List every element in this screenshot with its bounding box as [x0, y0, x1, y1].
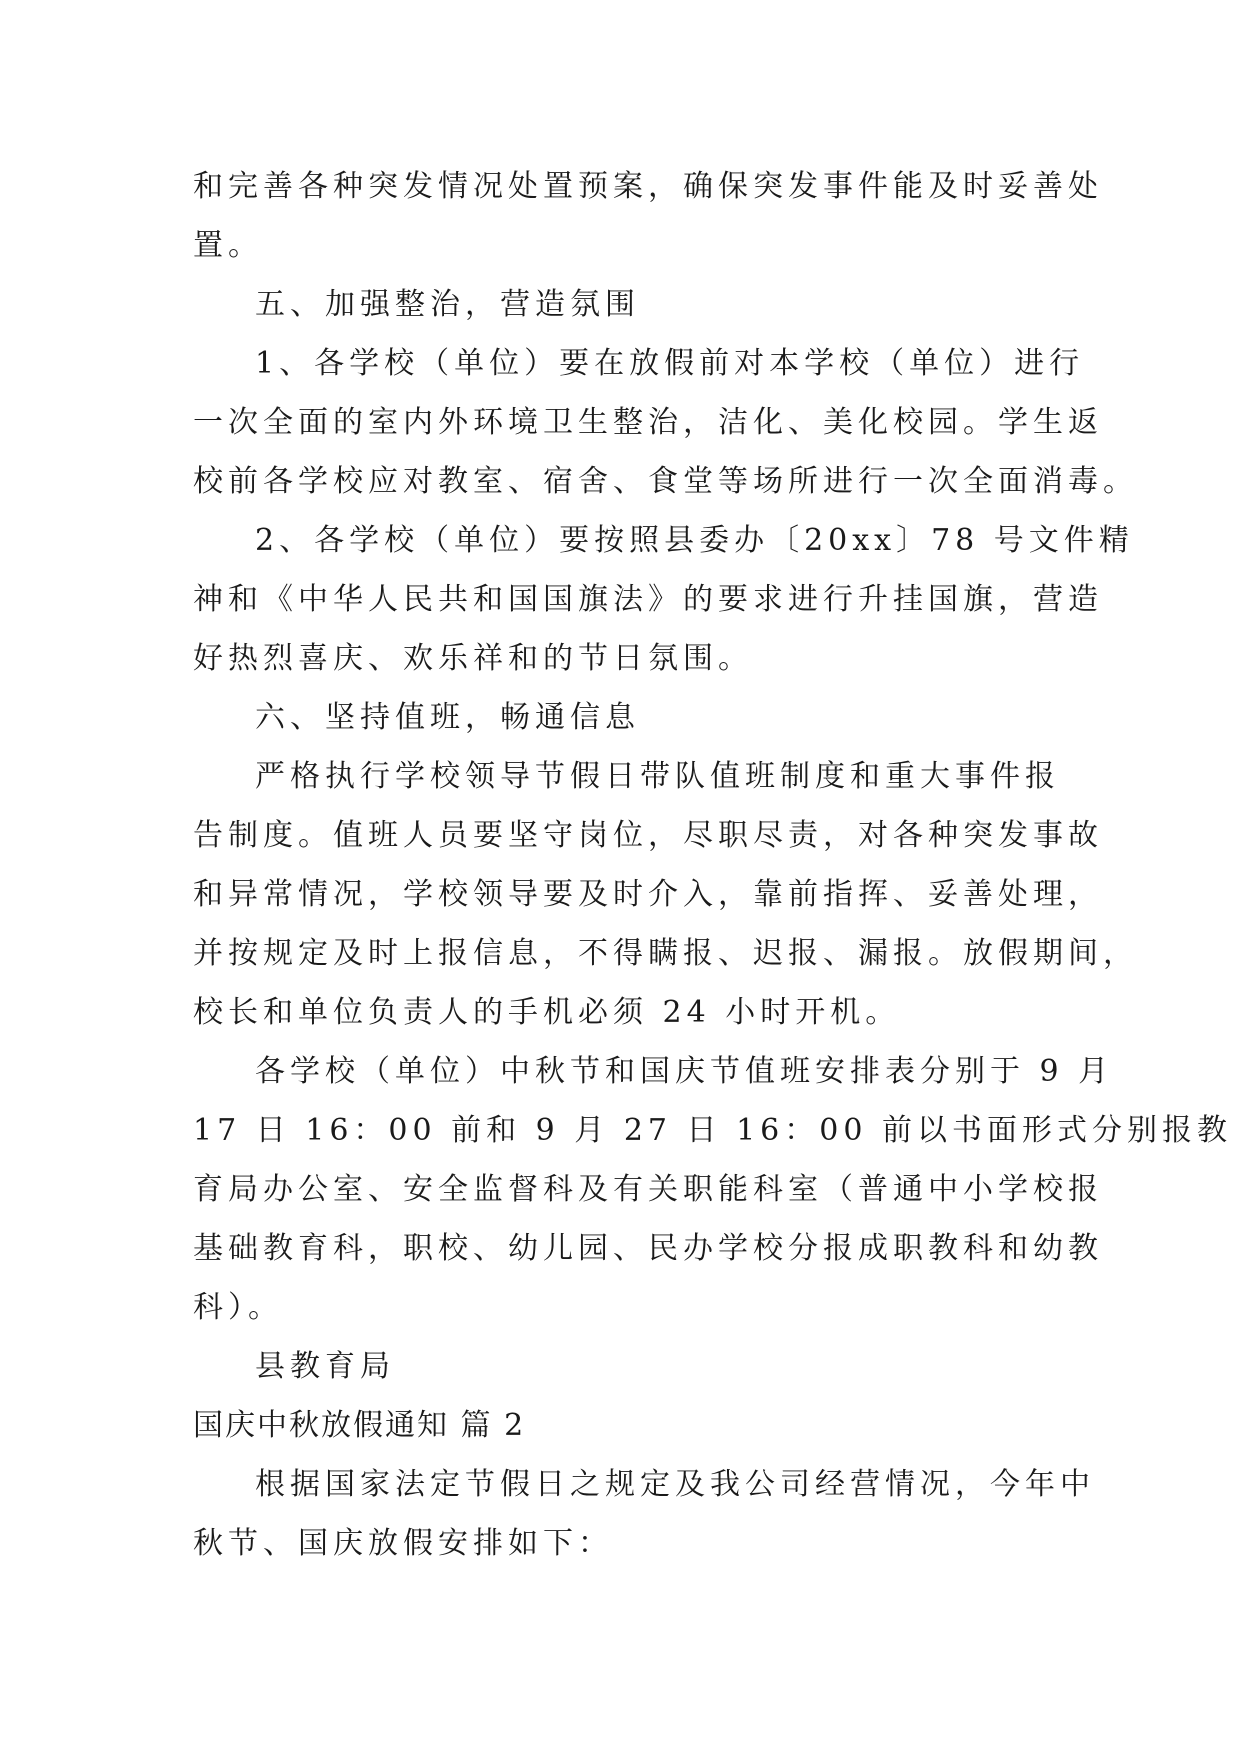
paragraph-line: 1、各学校（单位）要在放假前对本学校（单位）进行 — [255, 346, 1085, 381]
paragraph-line: 基础教育科，职校、幼儿园、民办学校分报成职教科和幼教 — [193, 1231, 1103, 1266]
paragraph-line: 秋节、国庆放假安排如下： — [193, 1526, 613, 1561]
paragraph-line: 17 日 16：00 前和 9 月 27 日 16：00 前以书面形式分别报教 — [193, 1113, 1232, 1148]
paragraph-line: 置。 — [193, 228, 263, 263]
paragraph-line: 并按规定及时上报信息，不得瞒报、迟报、漏报。放假期间， — [193, 936, 1138, 971]
paragraph-line: 严格执行学校领导节假日带队值班制度和重大事件报 — [255, 759, 1060, 794]
paragraph-line: 校长和单位负责人的手机必须 24 小时开机。 — [193, 995, 901, 1030]
paragraph-line: 校前各学校应对教室、宿舍、食堂等场所进行一次全面消毒。 — [193, 464, 1138, 499]
paragraph-line: 根据国家法定节假日之规定及我公司经营情况，今年中 — [255, 1467, 1095, 1502]
paragraph-line: 各学校（单位）中秋节和国庆节值班安排表分别于 9 月 — [255, 1054, 1114, 1089]
signature-line: 县教育局 — [255, 1349, 395, 1384]
paragraph-line: 和完善各种突发情况处置预案，确保突发事件能及时妥善处 — [193, 169, 1103, 204]
paragraph-line: 一次全面的室内外环境卫生整治，洁化、美化校园。学生返 — [193, 405, 1103, 440]
paragraph-line: 神和《中华人民共和国国旗法》的要求进行升挂国旗，营造 — [193, 582, 1103, 617]
paragraph-line: 育局办公室、安全监督科及有关职能科室（普通中小学校报 — [193, 1172, 1103, 1207]
paragraph-line: 科）。 — [193, 1290, 283, 1325]
paragraph-line: 好热烈喜庆、欢乐祥和的节日氛围。 — [193, 641, 753, 676]
paragraph-line: 告制度。值班人员要坚守岗位，尽职尽责，对各种突发事故 — [193, 818, 1103, 853]
article-heading: 国庆中秋放假通知 篇 2 — [193, 1408, 526, 1443]
paragraph-line: 2、各学校（单位）要按照县委办〔20xx〕78 号文件精 — [255, 523, 1134, 558]
paragraph-line: 和异常情况，学校领导要及时介入，靠前指挥、妥善处理， — [193, 877, 1103, 912]
document-body — [193, 157, 1232, 1573]
section-heading: 五、加强整治，营造氛围 — [255, 287, 640, 322]
section-heading: 六、坚持值班，畅通信息 — [255, 700, 640, 735]
